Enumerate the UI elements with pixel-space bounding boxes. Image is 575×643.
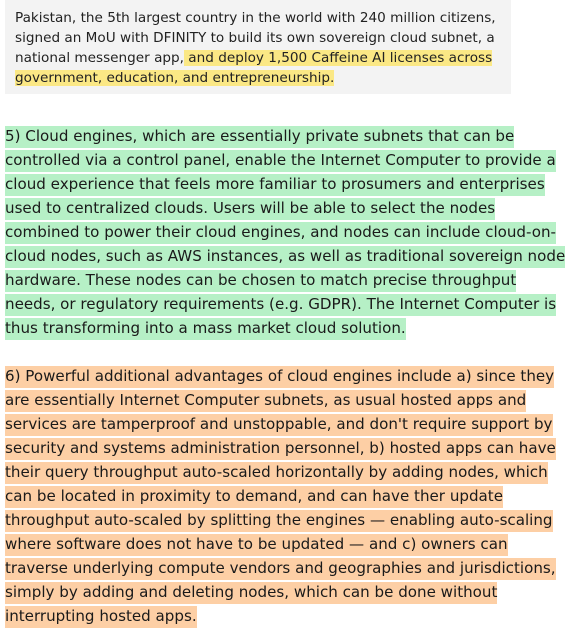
quoted-post-excerpt [5, 0, 511, 94]
quote-text: Pakistan, the 5th largest country in the world with 240 million citizens, signed an MoU with DFINITY to build its own sovereign cloud subnet, a national messenger app, [15, 10, 496, 66]
point-5-text: 5) Cloud engines, which are essentially private subnets that can be controlled via a control panel, enable the Internet Computer to provide a cloud experience that feels more familiar to prosumers and enterprises used to centralized clouds. Users will be able to select the nodes combined to power their cloud engines, and nodes can include cloud-on-cloud nodes, such as AWS instances, as well as traditional sovereign node hardware. These nodes can be chosen to match precise throughput needs, or regulatory requirements (e.g. GDPR). The Internet Computer is thus transforming into a mass market cloud solution. [5, 126, 565, 340]
point-5-paragraph [5, 124, 571, 340]
point-6-paragraph [5, 364, 571, 628]
point-6-text: 6) Powerful additional advantages of cloud engines include a) since they are essentially Internet Computer subnets, as usual hosted apps and services are tamperproof and unstoppable, and don't require support by security and systems administration personnel, b) hosted apps can have their query throughput auto-scaled horizontally by adding nodes, which can be located in proximity to demand, and can have ther update throughput auto-scaled by splitting the engines — enabling auto-scaling where software does not have to be updated — and c) owners can traverse underlying compute vendors and geographies and jurisdictions, simply by adding and deleting nodes, which can be done without interrupting hosted apps. [5, 366, 556, 628]
quote-highlighted-text: and deploy 1,500 Caffeine AI licenses across government, education, and entrepreneurship. [15, 50, 493, 86]
